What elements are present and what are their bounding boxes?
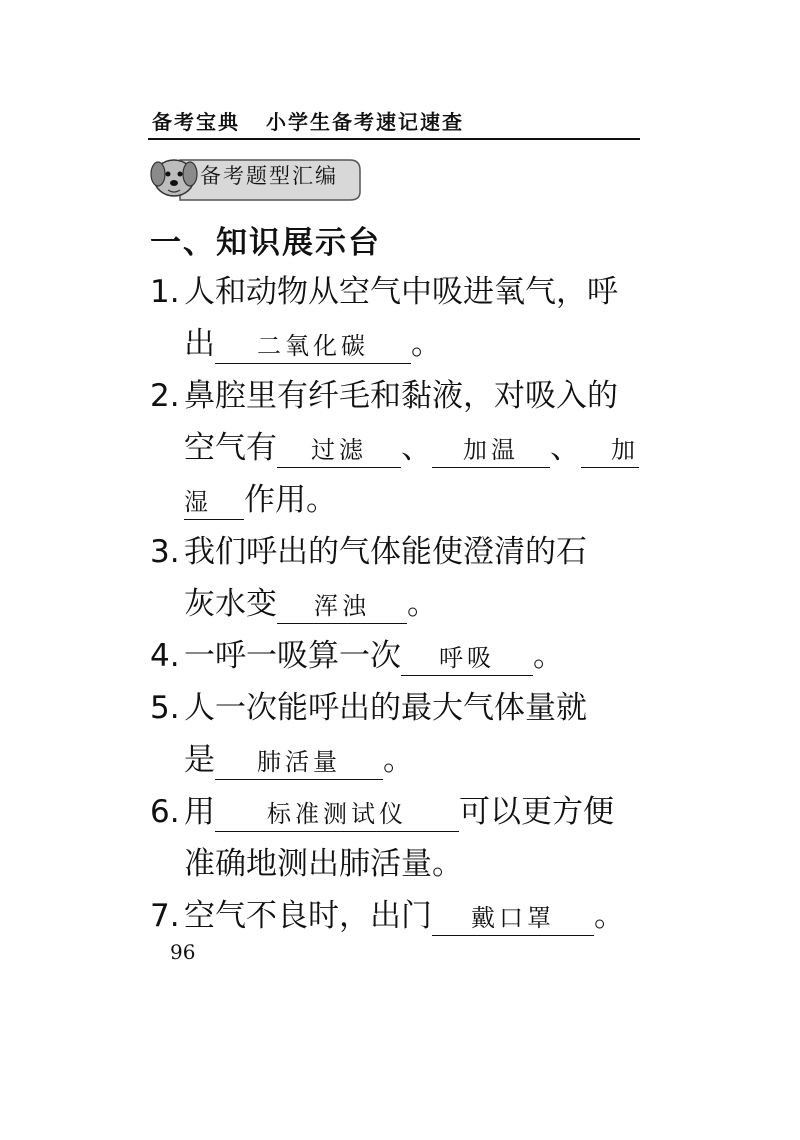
list-item: 2. 鼻腔里有纤毛和黏液，对吸入的 [150,378,618,414]
running-header [152,106,464,135]
answer-blank: 加温 [432,433,550,468]
page-number: 96 [170,940,196,964]
list-item: 灰水变 浑浊 。 [184,586,438,622]
list-item: 空气有 过滤 、 加温 、 加 [184,430,639,466]
answer-blank: 浑浊 [277,589,407,624]
answer-blank: 戴口罩 [432,901,594,936]
list-item: 7. 空气不良时，出门 戴口罩 。 [150,898,625,934]
list-item: 出 二氧化碳 。 [184,326,442,362]
answer-blank: 二氧化碳 [215,329,411,364]
list-item: 是 肺活量 。 [184,742,414,778]
answer-blank: 过滤 [277,433,401,468]
list-item: 准确地测出肺活量。 [184,846,463,882]
answer-blank: 加 [581,433,639,468]
answer-blank: 湿 [184,485,244,520]
section-title: 一、知识展示台 [150,225,381,261]
list-item: 1. 人和动物从空气中吸进氧气，呼 [150,274,618,310]
list-item: 5. 人一次能呼出的最大气体量就 [150,690,587,726]
answer-blank: 呼吸 [401,641,533,676]
answer-blank: 标准测试仪 [215,797,459,832]
header-rule [148,138,640,140]
answer-blank: 肺活量 [215,745,383,780]
book-subtitle: 小学生备考速记速查 [266,110,464,134]
list-item: 湿 作用。 [184,482,337,518]
book-title: 备考宝典 [152,110,240,134]
list-item: 6. 用 标准测试仪 可以更方便 [150,794,614,830]
list-item: 4. 一呼一吸算一次 呼吸 。 [150,638,564,674]
badge-label: 备考题型汇编 [200,164,338,188]
list-item: 3. 我们呼出的气体能使澄清的石 [150,534,587,570]
